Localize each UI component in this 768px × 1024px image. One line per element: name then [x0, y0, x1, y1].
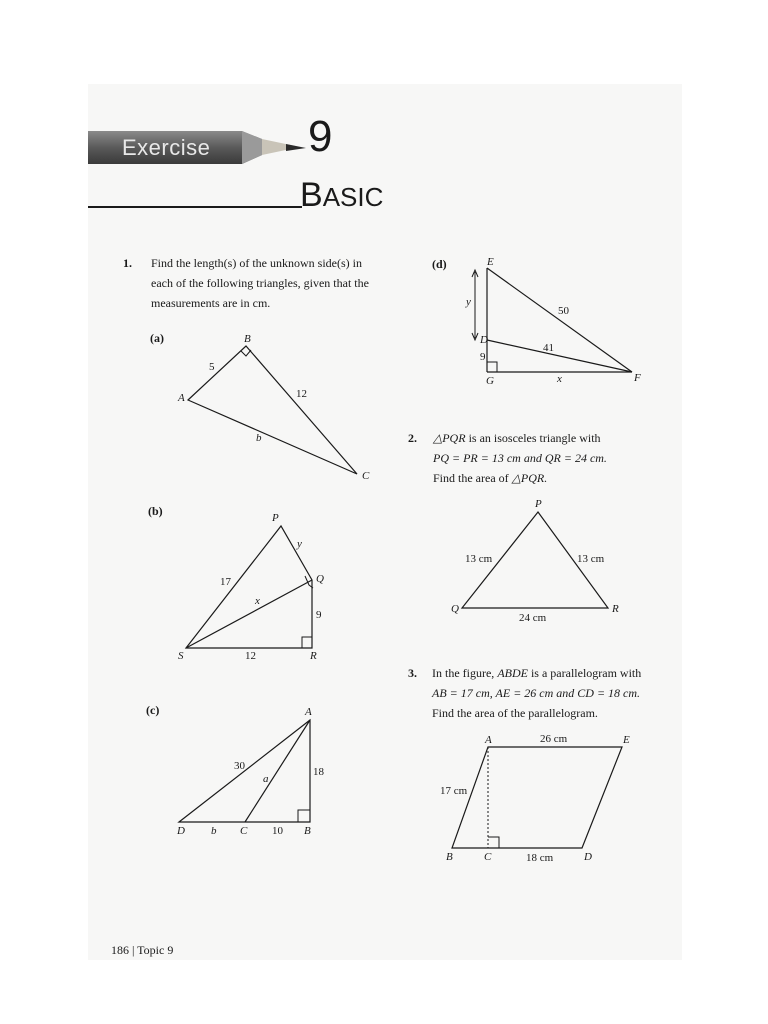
side-sq: x — [255, 595, 260, 607]
q1b-part-label: (b) — [148, 504, 163, 518]
q1d-part-label: (d) — [432, 257, 447, 271]
vertex-b: B — [244, 333, 251, 345]
q3-text-line: Find the area of the parallelogram. — [432, 706, 598, 720]
side-ef: 50 — [558, 305, 569, 317]
vertex-a: A — [178, 392, 185, 404]
q3-line1-suffix: is a parallelogram with — [527, 666, 642, 680]
vertex-r: R — [310, 650, 317, 662]
side-ab: 18 — [313, 766, 324, 778]
q1-text-line: each of the following triangles, given that the — [151, 276, 369, 290]
side-ac: a — [263, 773, 269, 785]
q3-text-line: AB = 17 cm, AE = 26 cm and CD = 18 cm. — [432, 686, 641, 700]
vertex-f: F — [634, 372, 641, 384]
q1c-part-label: (c) — [146, 703, 160, 717]
q1-number: 1. — [123, 256, 132, 270]
side-cd: 18 cm — [526, 852, 554, 864]
q2-line3-prefix: Find the area of — [433, 471, 512, 485]
vertex-c: C — [484, 851, 492, 863]
q3-shape-name: ABDE — [497, 666, 528, 680]
side-ab: 17 cm — [440, 785, 468, 797]
side-qr: 24 cm — [519, 612, 547, 624]
side-bc: 12 — [296, 388, 307, 400]
side-ac: b — [256, 432, 262, 444]
side-dc: b — [211, 825, 217, 837]
vertex-q: Q — [451, 603, 459, 615]
side-cb: 10 — [272, 825, 283, 837]
q1-text-line: measurements are in cm. — [151, 296, 271, 310]
level-title-rest: ASIC — [322, 182, 384, 212]
vertex-a: A — [305, 706, 312, 718]
vertex-d: D — [480, 334, 488, 346]
vertex-b: B — [304, 825, 311, 837]
vertex-a: A — [485, 734, 492, 746]
exercise-label: Exercise — [122, 135, 211, 160]
side-gf: x — [557, 373, 562, 385]
q2-line1-suffix: is an isosceles triangle with — [465, 431, 601, 445]
vertex-d: D — [584, 851, 592, 863]
side-pq: 13 cm — [465, 553, 493, 565]
side-pr: 13 cm — [577, 553, 605, 565]
side-qr: 9 — [316, 609, 322, 621]
side-ed: y — [466, 296, 471, 308]
q3-number: 3. — [408, 666, 417, 680]
side-ad: 30 — [234, 760, 245, 772]
vertex-p: P — [535, 498, 542, 510]
vertex-d: D — [177, 825, 185, 837]
level-title-initial: B — [300, 176, 323, 214]
side-pq: y — [297, 538, 302, 550]
vertex-g: G — [486, 375, 494, 387]
side-ab: 5 — [209, 361, 215, 373]
q3-line1-prefix: In the figure, — [432, 666, 498, 680]
q2-triangle-name: △PQR — [433, 431, 466, 445]
vertex-e: E — [487, 256, 494, 268]
q2-text-line: PQ = PR = 13 cm and QR = 24 cm. — [433, 451, 607, 465]
exercise-number: 9 — [308, 112, 333, 161]
vertex-r: R — [612, 603, 619, 615]
side-ps: 17 — [220, 576, 231, 588]
right-angle-mark — [488, 837, 499, 848]
vertex-e: E — [623, 734, 630, 746]
side-sr: 12 — [245, 650, 256, 662]
vertex-b: B — [446, 851, 453, 863]
vertex-p: P — [272, 512, 279, 524]
q1-text-line: Find the length(s) of the unknown side(s) in — [151, 256, 362, 270]
q2-number: 2. — [408, 431, 417, 445]
side-dg: 9 — [480, 351, 486, 363]
page-footer: 186 | Topic 9 — [111, 943, 174, 957]
q2-triangle-name: △PQR. — [511, 471, 548, 485]
side-ae: 26 cm — [540, 733, 568, 745]
vertex-q: Q — [316, 573, 324, 585]
vertex-c: C — [362, 470, 370, 482]
parallelogram-abde — [452, 747, 622, 848]
side-df: 41 — [543, 342, 554, 354]
q1a-part-label: (a) — [150, 331, 164, 345]
vertex-c: C — [240, 825, 248, 837]
vertex-s: S — [178, 650, 184, 662]
